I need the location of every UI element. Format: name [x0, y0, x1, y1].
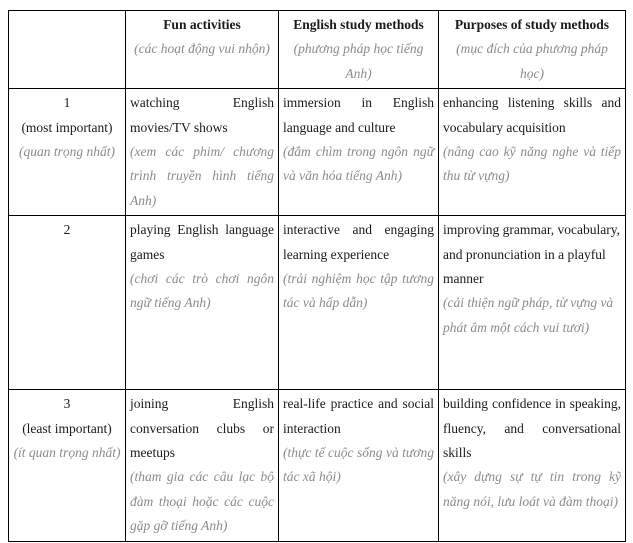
- header-methods-vi: (phương pháp học tiếng Anh): [293, 41, 424, 81]
- header-cell-fun-activities: [126, 11, 279, 89]
- study-method-en: immersion in English language and culture: [283, 95, 434, 135]
- header-cell-study-methods: [279, 11, 439, 89]
- header-methods-en: English study methods: [293, 17, 424, 32]
- header-fun-en: Fun activities: [163, 17, 241, 32]
- table-header-row: [9, 11, 626, 89]
- cell-fun-3: [126, 390, 279, 541]
- study-method-vi: (thực tế cuộc sống và tương tác xã hội): [283, 445, 434, 485]
- cell-fun-2: [126, 216, 279, 390]
- purpose-vi: (xây dựng sự tự tin trong kỹ năng nói, lưu loát và đàm thoại): [443, 469, 621, 509]
- purpose-vi: (nâng cao kỹ năng nghe và tiếp thu từ vựng): [443, 144, 621, 184]
- rank-note-en: (most important): [21, 119, 113, 135]
- fun-activity-vi: (tham gia các câu lạc bộ đàm thoại hoặc các cuộc gặp gỡ tiếng Anh): [130, 469, 274, 534]
- cell-method-1: [279, 89, 439, 216]
- fun-activity-en: playing English language games: [130, 222, 274, 262]
- purpose-en: improving grammar, vocabulary, and pronunciation in a playful manner: [443, 222, 621, 287]
- study-method-vi: (đắm chìm trong ngôn ngữ và văn hóa tiếng Anh): [283, 144, 434, 184]
- header-purposes-vi: (mục đích của phương pháp học): [456, 41, 608, 81]
- cell-purpose-1: [439, 89, 626, 216]
- table-row-rank-3: [9, 390, 626, 541]
- rank-number: 3: [63, 396, 71, 412]
- cell-rank-2: [9, 216, 126, 390]
- study-method-en: interactive and engaging learning experience: [283, 222, 434, 262]
- study-method-vi: (trải nghiệm học tập tương tác và hấp dẫn): [283, 271, 434, 311]
- header-cell-purposes: [439, 11, 626, 89]
- rank-note-vi: (ít quan trọng nhất): [13, 445, 121, 461]
- purpose-en: building confidence in speaking, fluency, and conversational skills: [443, 396, 621, 461]
- rank-note-en: (least important): [22, 420, 112, 436]
- header-purposes-en: Purposes of study methods: [454, 17, 610, 32]
- table-row-rank-1: [9, 89, 626, 216]
- cell-purpose-2: [439, 216, 626, 390]
- purpose-vi: (cải thiện ngữ pháp, từ vựng và phát âm một cách vui tươi): [443, 295, 614, 335]
- cell-rank-1: [9, 89, 126, 216]
- fun-activity-en: joining English conversation clubs or meetups: [130, 396, 274, 461]
- header-cell-blank: [9, 11, 126, 89]
- study-method-en: real-life practice and social interaction: [283, 396, 434, 436]
- cell-method-2: [279, 216, 439, 390]
- cell-method-3: [279, 390, 439, 541]
- rank-number: 2: [63, 222, 71, 238]
- header-fun-vi: (các hoạt động vui nhộn): [134, 41, 270, 57]
- cell-purpose-3: [439, 390, 626, 541]
- fun-activity-vi: (chơi các trò chơi ngôn ngữ tiếng Anh): [130, 271, 274, 311]
- purpose-en: enhancing listening skills and vocabulary acquisition: [443, 95, 621, 135]
- cell-rank-3: [9, 390, 126, 541]
- cell-fun-1: [126, 89, 279, 216]
- rank-number: 1: [63, 95, 71, 111]
- fun-activity-en: watching English movies/TV shows: [130, 95, 274, 135]
- rank-note-vi: (quan trọng nhất): [19, 144, 115, 160]
- fun-activity-vi: (xem các phim/ chương trình truyền hình tiếng Anh): [130, 144, 274, 208]
- table-row-rank-2: [9, 216, 626, 390]
- ranking-table: [8, 10, 626, 542]
